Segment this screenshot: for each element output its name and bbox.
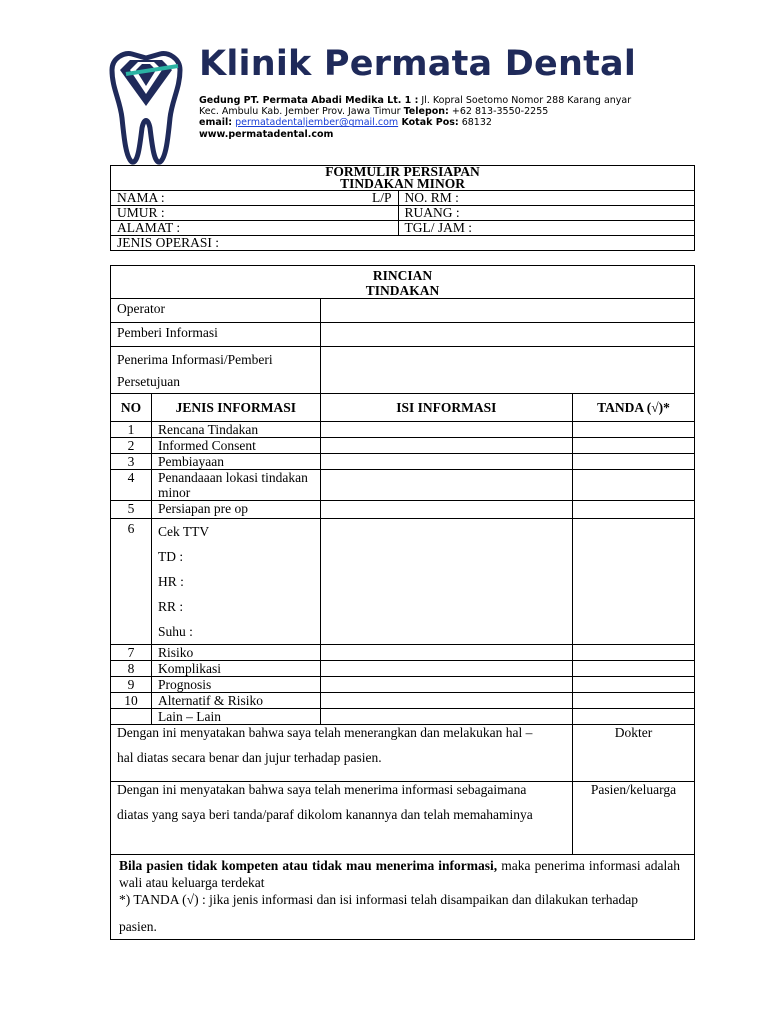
tanda-cell[interactable] [573, 438, 695, 454]
col-isi: ISI INFORMASI [320, 394, 572, 422]
table-row: 2 Informed Consent [111, 438, 695, 454]
isi-cell[interactable] [320, 661, 572, 677]
col-tanda: TANDA (√)* [573, 394, 695, 422]
table-row: 8 Komplikasi [111, 661, 695, 677]
ttv-row: 6 Cek TTV TD : HR : RR : Suhu : [111, 519, 695, 645]
tanda-cell[interactable] [573, 709, 695, 725]
tanda-cell[interactable] [573, 422, 695, 438]
isi-cell[interactable] [320, 422, 572, 438]
pasien-statement: Dengan ini menyatakan bahwa saya telah menerima informasi sebagaimana diatas yang saya beri tanda/paraf dikolom kanannya dan telah memahaminya [111, 782, 573, 855]
rincian-title: RINCIAN TINDAKAN [111, 266, 695, 299]
form-title: FORMULIR PERSIAPAN TINDAKAN MINOR [111, 166, 695, 191]
email-link[interactable]: permatadentaljember@gmail.com [235, 117, 399, 129]
pasien-signature[interactable]: Pasien/keluarga [573, 782, 695, 855]
table-row: 5 Persiapan pre op [111, 501, 695, 519]
field-tgl-jam[interactable]: TGL/ JAM : [398, 221, 694, 236]
table-row: 4 Penandaaan lokasi tindakan minor [111, 470, 695, 501]
website: www.permatadental.com [199, 128, 334, 140]
isi-cell[interactable] [320, 709, 572, 725]
tanda-cell[interactable] [573, 645, 695, 661]
dokter-signature[interactable]: Dokter [573, 725, 695, 782]
tooth-diamond-logo [106, 48, 186, 166]
isi-cell[interactable] [320, 438, 572, 454]
field-no-rm[interactable]: NO. RM : [398, 191, 694, 206]
clinic-address: Gedung PT. Permata Abadi Medika Lt. 1 : Jl. Kopral Soetomo Nomor 288 Karang anyar Kec. Ambulu Kab. Jember Prov. Jawa Timur Telepon: +62 813-3550-2255 email: permatadentaljember@gmail.com Kotak Pos: 68132 www.permatadental.com [199, 95, 632, 140]
tanda-cell[interactable] [573, 470, 695, 501]
ttv-fields: Cek TTV TD : HR : RR : Suhu : [151, 519, 320, 645]
table-row: 3 Pembiayaan [111, 454, 695, 470]
tanda-cell[interactable] [573, 677, 695, 693]
tanda-cell[interactable] [573, 501, 695, 519]
dokter-statement-row [111, 725, 695, 782]
pemberi-value[interactable] [320, 323, 694, 347]
dokter-statement: Dengan ini menyatakan bahwa saya telah menerangkan dan melakukan hal – hal diatas secara benar dan jujur terhadap pasien. [111, 725, 573, 782]
operator-label: Operator [111, 299, 321, 323]
pemberi-label: Pemberi Informasi [111, 323, 321, 347]
field-umur[interactable]: UMUR : [111, 206, 399, 221]
isi-cell[interactable] [320, 454, 572, 470]
penerima-value[interactable] [320, 347, 694, 394]
tanda-cell[interactable] [573, 454, 695, 470]
table-row: 7 Risiko [111, 645, 695, 661]
field-nama[interactable]: NAMA : L/P [111, 191, 399, 206]
field-ruang[interactable]: RUANG : [398, 206, 694, 221]
isi-cell[interactable] [320, 519, 572, 645]
col-jenis: JENIS INFORMASI [151, 394, 320, 422]
table-row: 1 Rencana Tindakan [111, 422, 695, 438]
patient-info-table [110, 165, 695, 251]
tanda-cell[interactable] [573, 661, 695, 677]
clinic-name: Klinik Permata Dental [199, 44, 637, 84]
tanda-cell[interactable] [573, 693, 695, 709]
field-jenis-operasi[interactable]: JENIS OPERASI : [111, 236, 695, 251]
isi-cell[interactable] [320, 501, 572, 519]
notes: Bila pasien tidak kompeten atau tidak mau menerima informasi, maka penerima informasi adalah wali atau keluarga terdekat *) TANDA (√) : jika jenis informasi dan isi informasi telah disampaikan dan dilakukan terhadap pasien. [111, 855, 695, 940]
field-alamat[interactable]: ALAMAT : [111, 221, 399, 236]
operator-value[interactable] [320, 299, 694, 323]
table-row: 10 Alternatif & Risiko [111, 693, 695, 709]
isi-cell[interactable] [320, 470, 572, 501]
isi-cell[interactable] [320, 645, 572, 661]
isi-cell[interactable] [320, 677, 572, 693]
col-no: NO [111, 394, 152, 422]
pasien-statement-row [111, 782, 695, 855]
notes-row [111, 855, 695, 940]
rincian-tindakan-table [110, 265, 695, 940]
table-row: Lain – Lain [111, 709, 695, 725]
table-row: 9 Prognosis [111, 677, 695, 693]
isi-cell[interactable] [320, 693, 572, 709]
tanda-cell[interactable] [573, 519, 695, 645]
penerima-label: Penerima Informasi/Pemberi Persetujuan [111, 347, 321, 394]
